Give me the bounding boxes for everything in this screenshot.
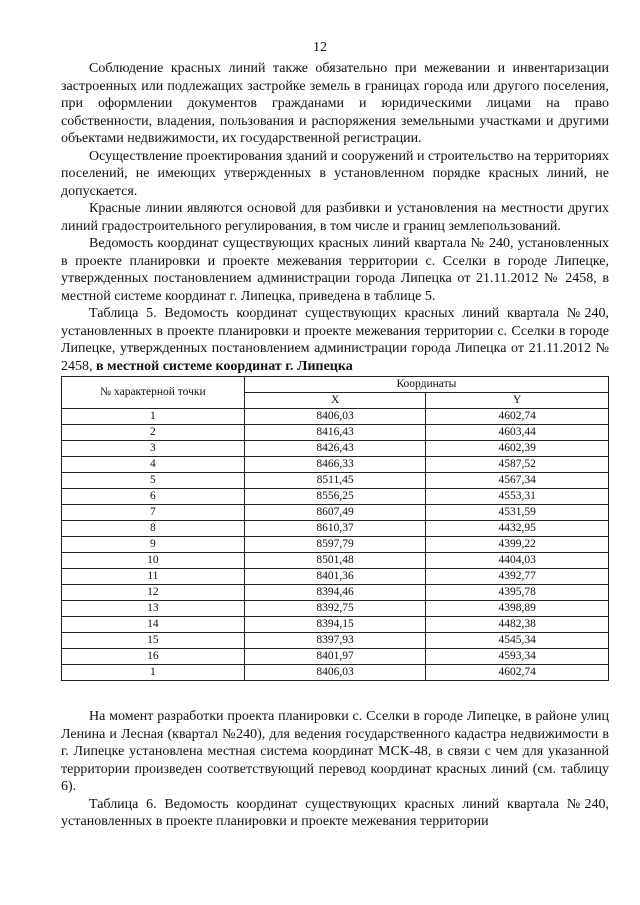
table-row — [62, 601, 609, 617]
cell-y: 4432,95 — [426, 521, 609, 537]
cell-y: 4602,74 — [426, 409, 609, 425]
cell-x: 8501,48 — [244, 553, 426, 569]
table-row — [62, 457, 609, 473]
cell-y: 4545,34 — [426, 633, 609, 649]
table-row — [62, 521, 609, 537]
cell-x: 8397,93 — [244, 633, 426, 649]
cell-point-number: 11 — [62, 569, 245, 585]
cell-point-number: 5 — [62, 473, 245, 489]
document-body — [61, 60, 609, 831]
cell-y: 4603,44 — [426, 425, 609, 441]
cell-x: 8394,15 — [244, 617, 426, 633]
cell-x: 8466,33 — [244, 457, 426, 473]
cell-point-number: 4 — [62, 457, 245, 473]
cell-point-number: 9 — [62, 537, 245, 553]
table5-body — [62, 409, 609, 681]
cell-point-number: 8 — [62, 521, 245, 537]
cell-y: 4398,89 — [426, 601, 609, 617]
paragraph-design-restriction: Осуществление проектирования зданий и сооружений и строительство на территориях поселений, не имеющих утвержденных в установленном порядке красных линий, не допускается. — [61, 148, 609, 199]
cell-x: 8511,45 — [244, 473, 426, 489]
table-row — [62, 617, 609, 633]
cell-x: 8416,43 — [244, 425, 426, 441]
cell-y: 4602,74 — [426, 665, 609, 681]
table-row — [62, 425, 609, 441]
cell-y: 4395,78 — [426, 585, 609, 601]
cell-x: 8392,75 — [244, 601, 426, 617]
paragraph-red-lines-basis: Красные линии являются основой для разбивки и установления на местности других линий градостроительного регулирования, в том числе и границ землепользований. — [61, 201, 609, 234]
cell-x: 8426,43 — [244, 441, 426, 457]
cell-point-number: 10 — [62, 553, 245, 569]
cell-y: 4553,31 — [426, 489, 609, 505]
cell-y: 4587,52 — [426, 457, 609, 473]
cell-y: 4531,59 — [426, 505, 609, 521]
cell-point-number: 6 — [62, 489, 245, 505]
cell-point-number: 16 — [62, 649, 245, 665]
cell-x: 8394,46 — [244, 585, 426, 601]
cell-point-number: 1 — [62, 409, 245, 425]
table-row — [62, 537, 609, 553]
table-row — [62, 553, 609, 569]
header-x: X — [244, 393, 426, 409]
table-row — [62, 633, 609, 649]
cell-y: 4602,39 — [426, 441, 609, 457]
header-y: Y — [426, 393, 609, 409]
coordinates-table-5 — [61, 376, 609, 681]
cell-point-number: 3 — [62, 441, 245, 457]
table-row — [62, 489, 609, 505]
cell-y: 4392,77 — [426, 569, 609, 585]
cell-point-number: 1 — [62, 665, 245, 681]
cell-x: 8401,97 — [244, 649, 426, 665]
paragraph-msk48: На момент разработки проекта планировки с. Сселки в городе Липецке, в районе улиц Ленина и Лесная (квартал №240), для ведения государственного кадастра недвижимости в г. Липецке установлена местная система координат МСК-48, в связи с чем для указанной территории произведен соответствующий перевод координат красных линий (см. таблицу 6). — [61, 709, 609, 794]
cell-x: 8556,25 — [244, 489, 426, 505]
table-row — [62, 473, 609, 489]
table-row — [62, 409, 609, 425]
cell-y: 4482,38 — [426, 617, 609, 633]
cell-x: 8406,03 — [244, 665, 426, 681]
header-coordinates: Координаты — [244, 377, 608, 393]
table-row — [62, 441, 609, 457]
cell-x: 8401,36 — [244, 569, 426, 585]
table-row — [62, 665, 609, 681]
cell-point-number: 14 — [62, 617, 245, 633]
table-row — [62, 585, 609, 601]
cell-point-number: 2 — [62, 425, 245, 441]
table-row — [62, 569, 609, 585]
table6-caption: Таблица 6. Ведомость координат существующих красных линий квартала №240, установленных в проекте планировки и проекте межевания территории — [61, 796, 609, 829]
table-row — [62, 505, 609, 521]
page-number: 12 — [313, 40, 327, 55]
cell-x: 8610,37 — [244, 521, 426, 537]
paragraph-statement-intro: Ведомость координат существующих красных линий квартала № 240, установленных в проекте планировки и проекте межевания территории с. Сселки в городе Липецке, утвержденных постановлением администрации города Липецка от 21.11.2012 № 2458, в местной системе координат г. Липецка, приведена в таблице 5. — [61, 236, 609, 304]
table5-caption — [61, 305, 609, 375]
cell-point-number: 7 — [62, 505, 245, 521]
header-point-number: № характерной точки — [62, 377, 245, 409]
table5-caption-text: Таблица 5. Ведомость координат существующих красных линий квартала №240, установленных в проекте планировки и проекте межевания территории с. Сселки в городе Липецке, утвержденных постановлением администрации города Липецка от 21.11.2012 № 2458, — [61, 306, 609, 374]
cell-y: 4593,34 — [426, 649, 609, 665]
cell-y: 4404,03 — [426, 553, 609, 569]
table-row — [62, 649, 609, 665]
cell-point-number: 12 — [62, 585, 245, 601]
cell-y: 4567,34 — [426, 473, 609, 489]
cell-x: 8607,49 — [244, 505, 426, 521]
cell-x: 8597,79 — [244, 537, 426, 553]
table5-caption-bold: в местной системе координат г. Липецка — [96, 358, 353, 374]
cell-x: 8406,03 — [244, 409, 426, 425]
cell-point-number: 13 — [62, 601, 245, 617]
cell-point-number: 15 — [62, 633, 245, 649]
paragraph-red-lines-compliance: Соблюдение красных линий также обязательно при межевании и инвентаризации застроенных или подлежащих застройке земель в границах города или другого поселения, при оформлении документов гражданами и юридическими лицами на право собственности, владения, пользования и распоряжения земельными участками и другими объектами недвижимости, их государственной регистрации. — [61, 61, 609, 146]
cell-y: 4399,22 — [426, 537, 609, 553]
